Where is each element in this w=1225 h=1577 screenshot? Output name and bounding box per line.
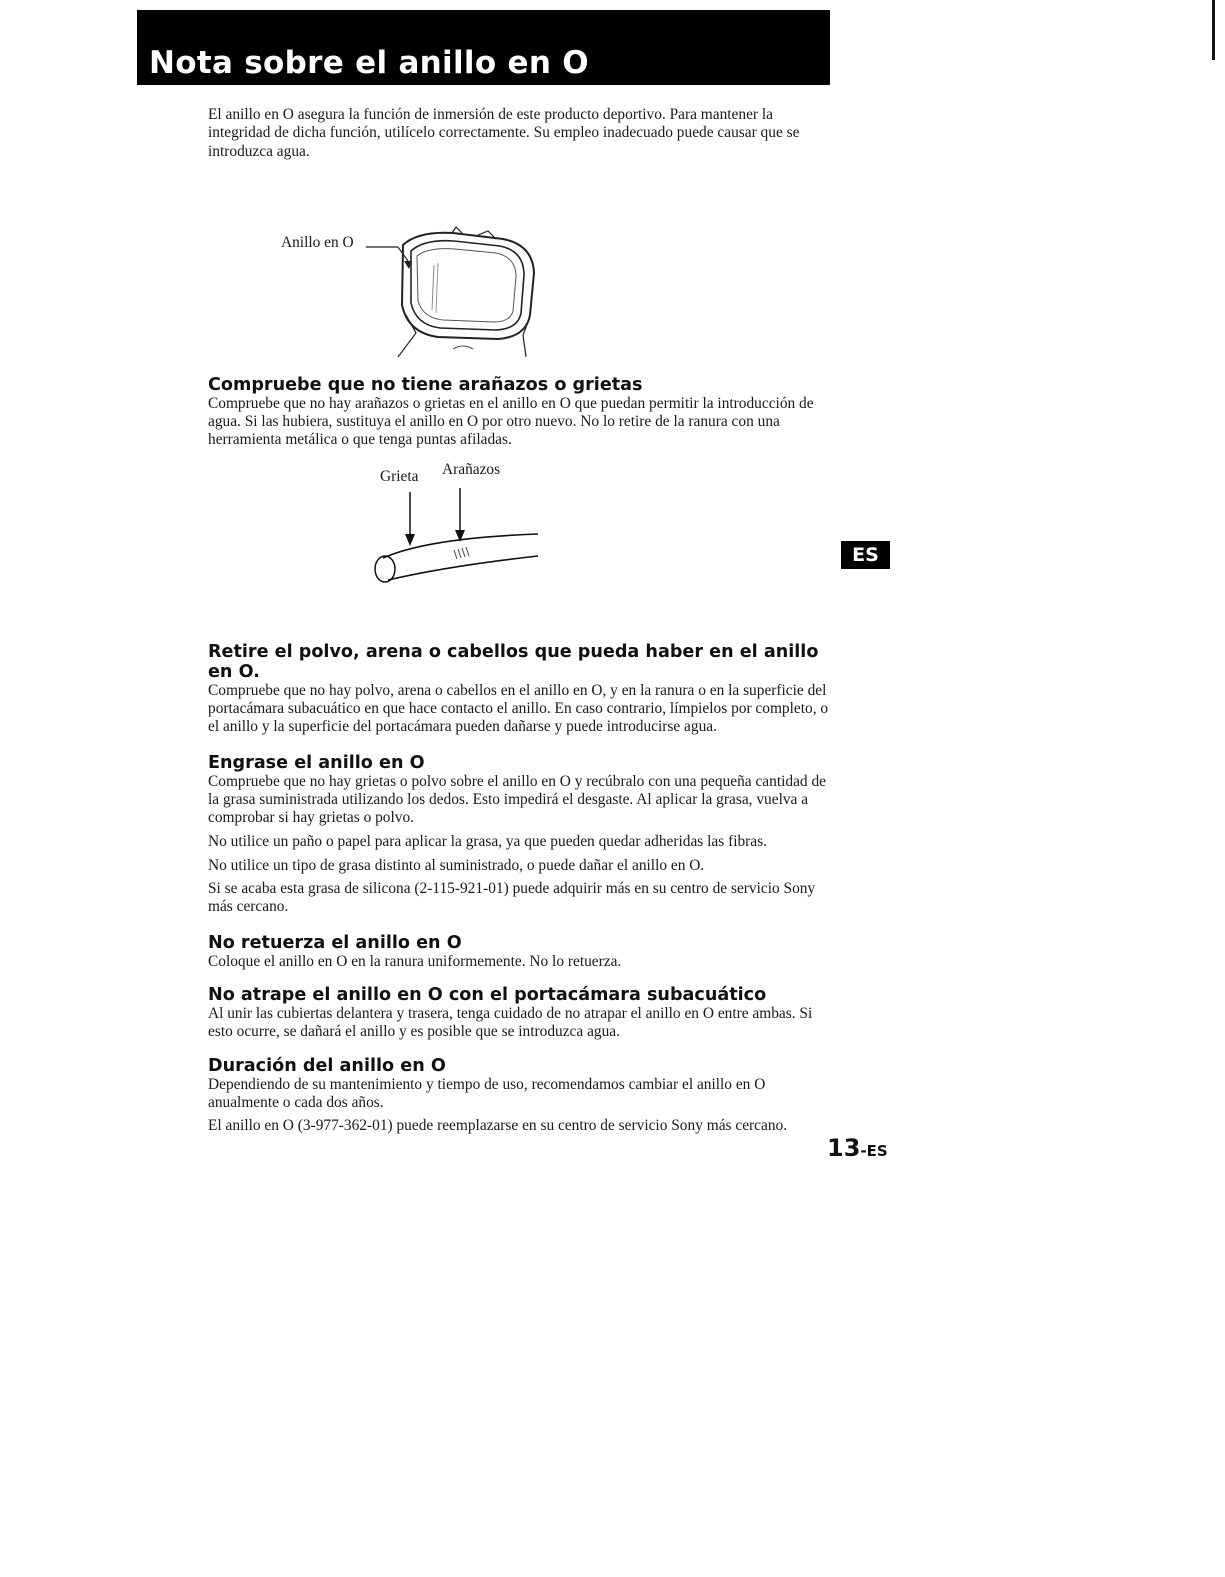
header-bar [137,10,830,85]
content [208,104,838,1136]
section-heading: Engrase el anillo en O [208,752,425,773]
section-heading: Retire el polvo, arena o cabellos que pueda haber en el anillo en O. [208,641,819,682]
page-number-suffix: -ES [860,1142,888,1160]
section-paragraph: Coloque el anillo en O en la ranura uniformemente. No lo retuerza. [208,952,622,970]
scratches-label: Arañazos [442,460,501,478]
crack-figure [208,450,838,628]
o-ring-section-illustration [368,486,548,586]
o-ring-illustration [358,225,548,360]
section-paragraph: No utilice un paño o papel para aplicar la grasa, ya que pueden quedar adheridas las fibras. [208,832,767,850]
section-paragraph: Si se acaba esta grasa de silicona (2-115-921-01) puede adquirir más en su centro de servicio Sony más cercano. [208,880,816,916]
page-title: Nota sobre el anillo en O [149,45,589,81]
o-ring-figure [208,161,838,361]
section-heading: No retuerza el anillo en O [208,932,462,953]
section-paragraph: El anillo en O (3-977-362-01) puede reemplazarse en su centro de servicio Sony más cercano. [208,1117,788,1135]
section-grease [208,753,838,917]
section-trap [208,985,838,1042]
section-dust [208,642,838,737]
language-badge: ES [841,541,890,569]
edge-rule [1212,0,1215,60]
section-paragraph: Compruebe que no hay grietas o polvo sobre el anillo en O y recúbralo con una pequeña cantidad de la grasa suministrada utilizando los dedos. Esto impedirá el desgaste. Al aplicar la grasa, vuelva a comprobar si hay grietas o polvo. [208,772,826,827]
section-twist [208,933,838,971]
section-paragraph: Compruebe que no hay polvo, arena o cabellos en el anillo en O, y en la ranura o en la superficie del portacámara subacuático en que hace contacto el anillo. En caso contrario, límpielos por completo, o el anillo y la superficie del portacámara pueden dañarse y puede introducirse agua. [208,681,829,736]
section-paragraph: Dependiendo de su mantenimiento y tiempo de uso, recomendamos cambiar el anillo en O anualmente o cada dos años. [208,1075,766,1111]
section-heading: Duración del anillo en O [208,1055,446,1076]
crack-label: Grieta [380,467,419,485]
section-paragraph: Compruebe que no hay arañazos o grietas en el anillo en O que puedan permitir la introducción de agua. Si las hubiera, sustituya el anillo en O por otro nuevo. No lo retire de la ranura con una herramienta metálica o que tenga puntas afiladas. [208,394,814,449]
section-paragraph: No utilice un tipo de grasa distinto al suministrado, o puede dañar el anillo en O. [208,856,705,874]
section-scratches [208,375,838,450]
page-number [827,1134,888,1162]
section-heading: Compruebe que no tiene arañazos o grietas [208,374,643,395]
intro-paragraph: El anillo en O asegura la función de inmersión de este producto deportivo. Para mantener la integridad de dicha función, utilícelo correctamente. Su empleo inadecuado puede causar que se introduzca agua. [208,106,800,160]
o-ring-label: Anillo en O [281,233,354,251]
section-paragraph: Al unir las cubiertas delantera y trasera, tenga cuidado de no atrapar el anillo en O entre ambas. Si esto ocurre, se dañará el anillo y es posible que se introduzca agua. [208,1005,813,1041]
page-number-value: 13 [827,1134,861,1162]
section-lifetime [208,1056,838,1136]
section-heading: No atrape el anillo en O con el portacámara subacuático [208,985,767,1006]
